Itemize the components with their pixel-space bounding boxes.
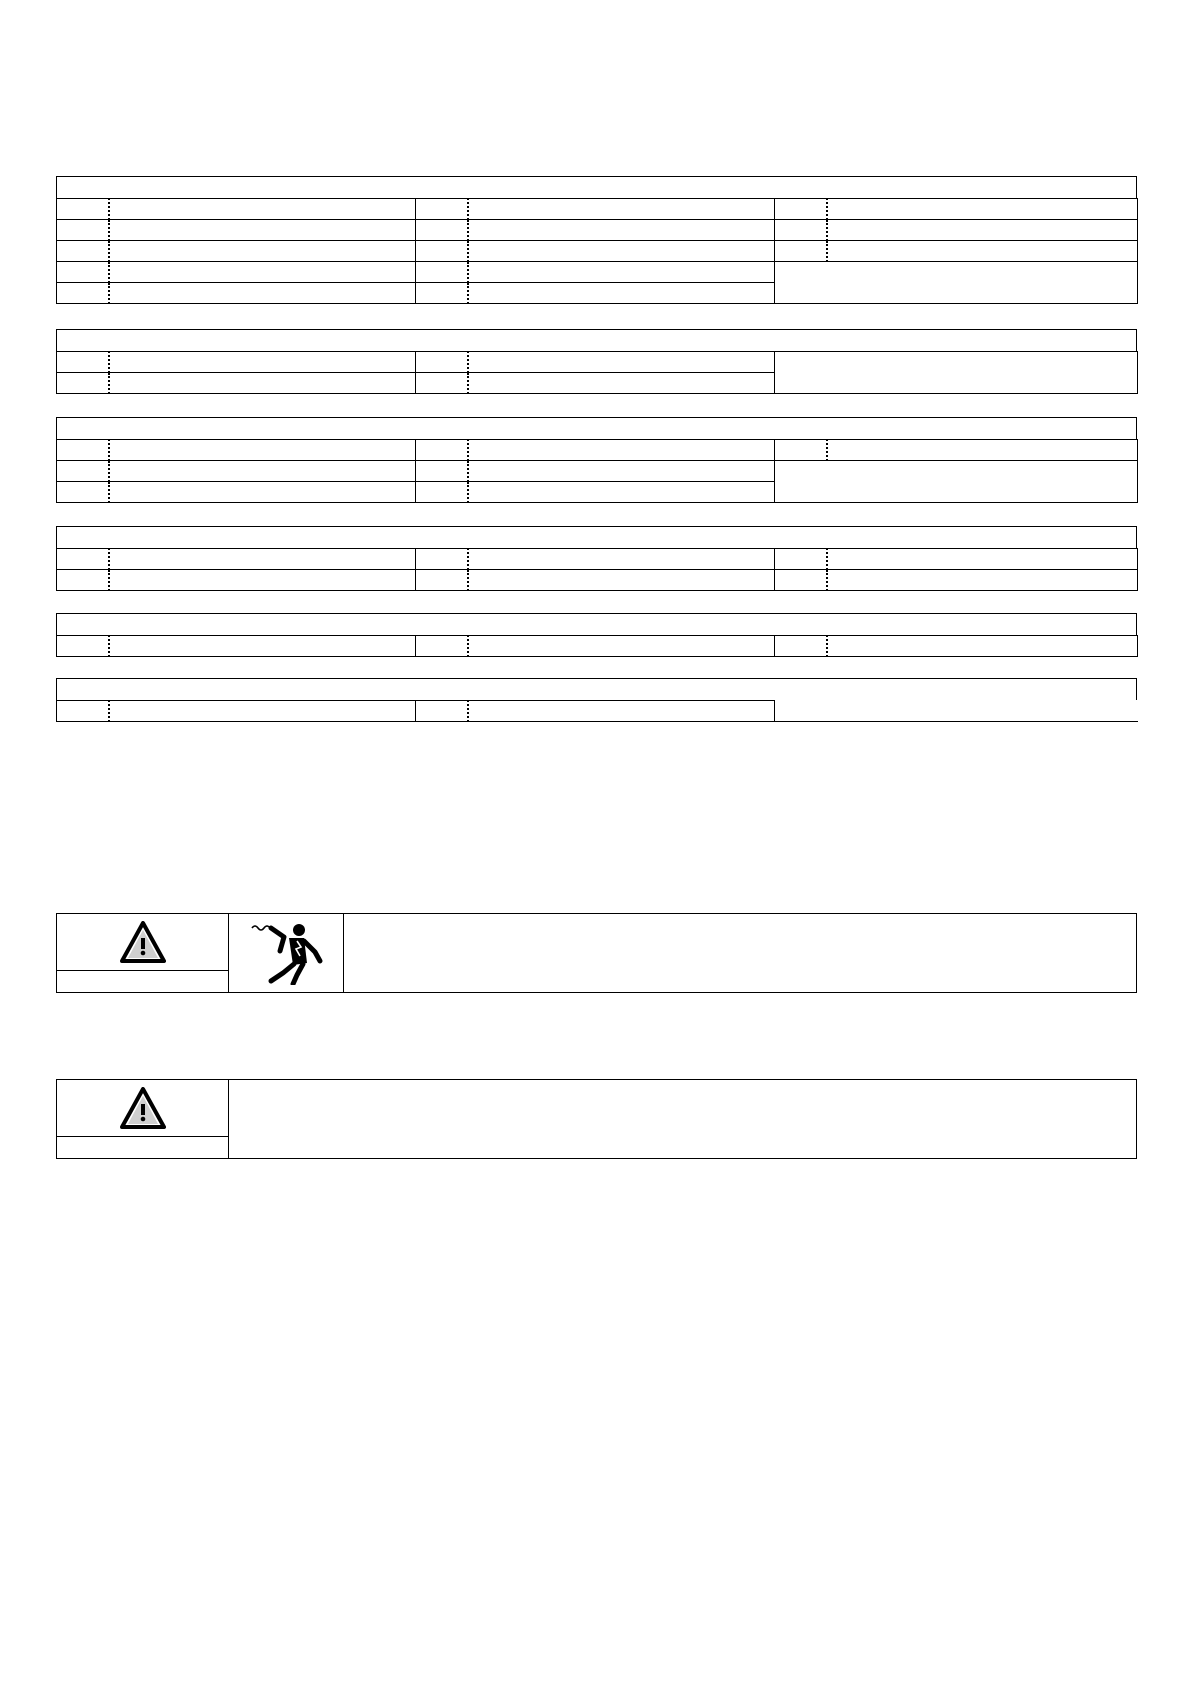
- spec-table: [56, 351, 1138, 394]
- table-cell: [57, 570, 109, 591]
- table-cell: [109, 701, 416, 722]
- table-cell: [57, 373, 109, 394]
- table-cell: [57, 461, 109, 482]
- spec-table: [56, 198, 1138, 304]
- table-cell: [468, 440, 775, 461]
- table-row: [57, 701, 1138, 722]
- table-cell: [109, 461, 416, 482]
- table-cell: [827, 440, 1138, 461]
- section-title: [56, 526, 1137, 548]
- warning-sign-area: [57, 1080, 228, 1136]
- section-title: [56, 417, 1137, 439]
- table-cell: [468, 283, 775, 304]
- table-cell: [57, 220, 109, 241]
- table-cell: [468, 262, 775, 283]
- spec-section-5: [56, 613, 1137, 657]
- table-cell: [468, 549, 775, 570]
- table-cell: [775, 570, 827, 591]
- table-cell: [416, 701, 468, 722]
- table-cell: [827, 241, 1138, 262]
- table-cell: [416, 461, 468, 482]
- table-cell: [109, 482, 416, 503]
- table-cell: [468, 636, 775, 657]
- warning-sign-column: [57, 1080, 229, 1158]
- table-cell: [468, 241, 775, 262]
- table-cell: [57, 636, 109, 657]
- table-cell: [109, 352, 416, 373]
- table-row: [57, 570, 1138, 591]
- section-title: [56, 613, 1137, 635]
- warning-triangle-icon: [120, 921, 166, 963]
- table-cell: [468, 373, 775, 394]
- warning-triangle-icon: [120, 1087, 166, 1129]
- table-cell: [57, 440, 109, 461]
- table-cell: [57, 199, 109, 220]
- table-cell: [109, 262, 416, 283]
- table-cell: [468, 199, 775, 220]
- spec-table: [56, 700, 1138, 722]
- table-cell: [416, 549, 468, 570]
- section-title: [56, 176, 1137, 198]
- table-cell: [775, 199, 827, 220]
- table-cell-merged: [775, 262, 1138, 304]
- table-cell: [57, 482, 109, 503]
- table-row: [57, 352, 1138, 373]
- table-cell: [109, 440, 416, 461]
- table-cell: [416, 373, 468, 394]
- warning-box-electric: [56, 913, 1137, 993]
- table-cell: [109, 373, 416, 394]
- table-cell: [468, 570, 775, 591]
- table-row: [57, 220, 1138, 241]
- table-cell: [57, 701, 109, 722]
- table-cell: [57, 549, 109, 570]
- table-cell: [416, 241, 468, 262]
- table-cell: [827, 220, 1138, 241]
- table-row: [57, 241, 1138, 262]
- spec-section-2: [56, 329, 1137, 394]
- table-cell: [416, 570, 468, 591]
- spec-table: [56, 635, 1138, 657]
- table-cell: [109, 220, 416, 241]
- table-cell: [109, 636, 416, 657]
- table-row: [57, 262, 1138, 283]
- table-cell: [416, 482, 468, 503]
- table-cell: [109, 283, 416, 304]
- electric-shock-icon: [249, 921, 323, 985]
- table-cell: [57, 241, 109, 262]
- table-cell: [775, 549, 827, 570]
- spec-table: [56, 548, 1138, 591]
- spec-section-3: [56, 417, 1137, 503]
- table-row: [57, 549, 1138, 570]
- table-row: [57, 199, 1138, 220]
- table-cell: [416, 199, 468, 220]
- table-cell: [775, 636, 827, 657]
- table-cell: [468, 701, 775, 722]
- warning-sign-column: [57, 914, 229, 992]
- spec-table: [56, 439, 1138, 503]
- warning-text: [344, 914, 1136, 992]
- table-cell: [775, 440, 827, 461]
- table-cell: [468, 352, 775, 373]
- table-cell: [775, 701, 1138, 722]
- table-cell: [109, 199, 416, 220]
- warning-sign-area: [57, 914, 228, 970]
- table-cell-merged: [775, 352, 1138, 394]
- section-title: [56, 329, 1137, 351]
- table-cell: [775, 220, 827, 241]
- signal-word: [57, 970, 228, 992]
- table-cell: [827, 549, 1138, 570]
- spec-section-4: [56, 526, 1137, 591]
- table-cell: [109, 570, 416, 591]
- table-cell: [416, 283, 468, 304]
- table-cell-merged: [775, 461, 1138, 503]
- spec-section-6: [56, 678, 1137, 722]
- table-cell: [57, 262, 109, 283]
- table-cell: [109, 549, 416, 570]
- table-row: [57, 636, 1138, 657]
- table-row: [57, 440, 1138, 461]
- table-cell: [416, 220, 468, 241]
- table-cell: [827, 199, 1138, 220]
- table-cell: [57, 283, 109, 304]
- table-cell: [109, 241, 416, 262]
- table-row: [57, 461, 1138, 482]
- spec-section-1: [56, 176, 1137, 304]
- hazard-pictogram-column: [229, 914, 344, 992]
- table-cell: [416, 352, 468, 373]
- table-cell: [416, 440, 468, 461]
- table-cell: [416, 636, 468, 657]
- table-cell: [827, 636, 1138, 657]
- warning-text: [229, 1080, 1136, 1158]
- table-cell: [468, 220, 775, 241]
- signal-word: [57, 1136, 228, 1158]
- table-cell: [416, 262, 468, 283]
- table-cell: [775, 241, 827, 262]
- section-title: [56, 678, 1137, 700]
- table-cell: [468, 461, 775, 482]
- table-cell: [468, 482, 775, 503]
- table-cell: [57, 352, 109, 373]
- table-cell: [827, 570, 1138, 591]
- warning-box-general: [56, 1079, 1137, 1159]
